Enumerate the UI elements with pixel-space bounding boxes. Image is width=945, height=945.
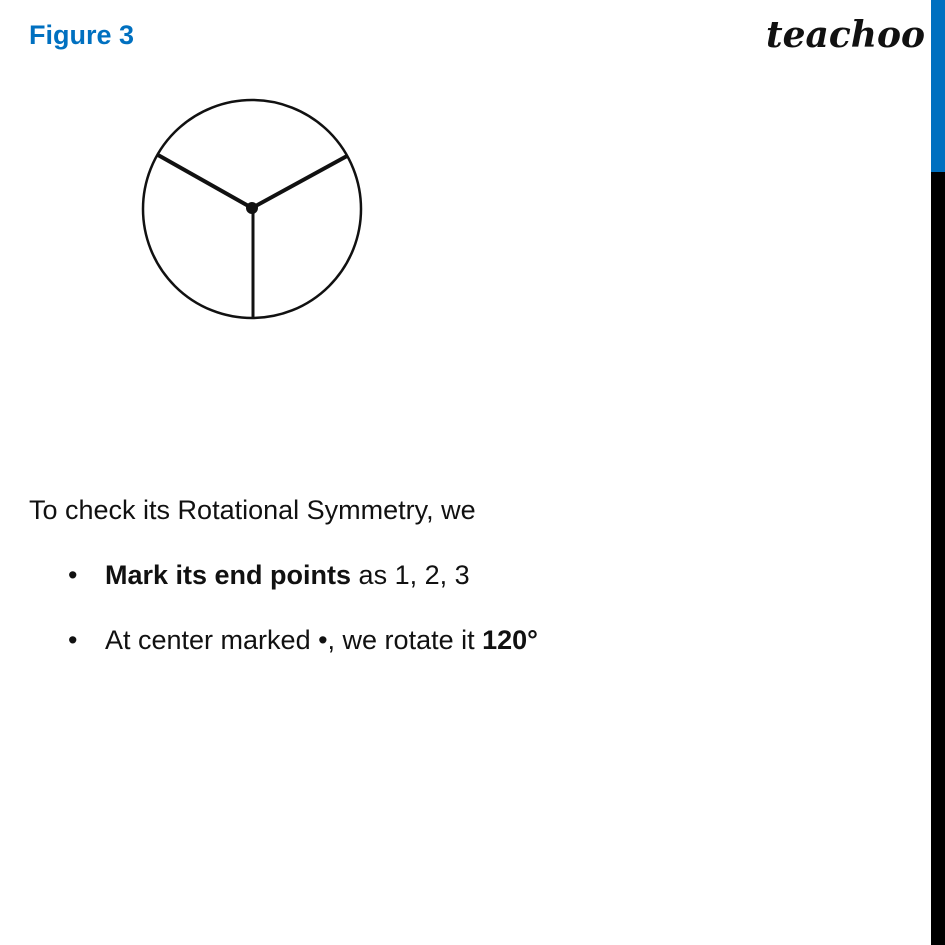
teachoo-logo: teachoo (766, 14, 925, 56)
bullet-2-text: At center marked •, we rotate it (105, 625, 483, 655)
bullet-2-bold: 120° (482, 625, 538, 655)
bullet-2 (105, 625, 538, 656)
bullet-icon: • (68, 560, 78, 590)
circle-figure (0, 0, 945, 400)
figure-title: Figure 3 (29, 20, 135, 50)
intro-text: To check its Rotational Symmetry, we (29, 495, 476, 525)
bullet-1-bold: Mark its end points (105, 560, 352, 590)
bullet-1 (105, 560, 470, 591)
radius-left (158, 155, 252, 208)
bullet-1-rest: as 1, 2, 3 (351, 560, 470, 590)
bullet-icon: • (68, 625, 78, 655)
center-dot (246, 202, 258, 214)
radius-right (252, 156, 347, 208)
